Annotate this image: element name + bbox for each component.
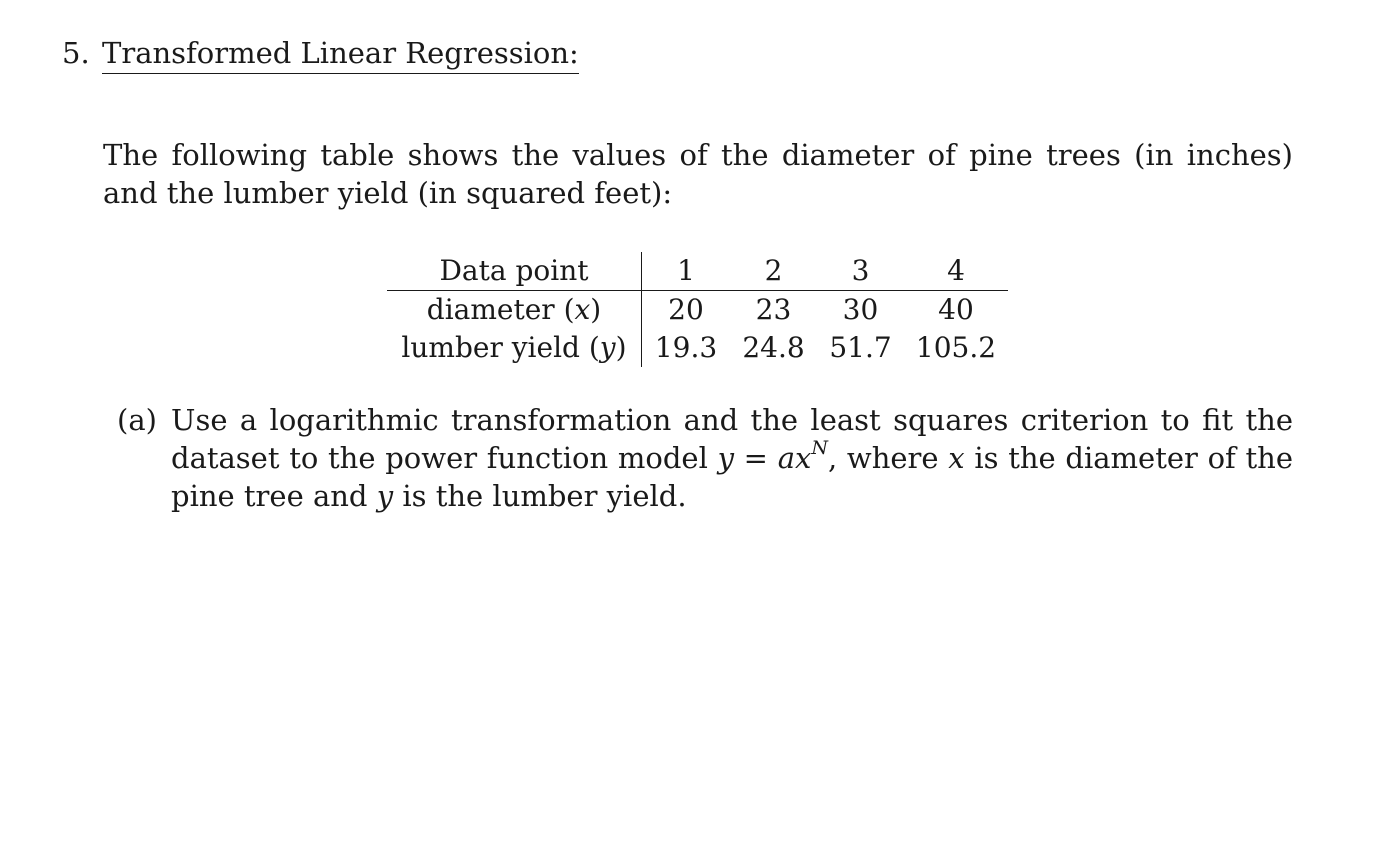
table-header-row: [387, 252, 1008, 291]
yield-cell: 105.2: [915, 331, 997, 364]
part-a-text-end: is the lumber yield.: [393, 479, 687, 513]
part-a-text-mid: , where: [827, 441, 949, 475]
table-header-cell: 3: [817, 252, 904, 291]
yield-cell: 24.8: [742, 331, 805, 364]
var-x: x: [948, 441, 965, 475]
yield-row-label: [387, 329, 642, 367]
model-rhs: ax: [777, 441, 812, 475]
diameter-row-label: [387, 291, 642, 330]
diameter-cell: 40: [938, 293, 974, 326]
table-header-cell: 4: [904, 252, 1008, 291]
yield-label-text: lumber yield (: [401, 331, 600, 364]
problem-heading: [62, 34, 579, 74]
diameter-cell: 30: [842, 293, 879, 326]
problem-number: 5.: [62, 36, 90, 70]
table-header-cell: 1: [642, 252, 731, 291]
table-header-cell: 2: [730, 252, 817, 291]
model-eq: =: [733, 441, 778, 475]
diameter-label-var: x: [574, 293, 591, 326]
table-row-yield: [387, 329, 1008, 367]
yield-cell: 51.7: [829, 331, 892, 364]
part-a: [117, 401, 1293, 515]
diameter-cell: 23: [755, 293, 792, 326]
part-a-text-mid2: is the diameter of the pine tree and: [171, 441, 1293, 513]
intro-paragraph: The following table shows the values of the diameter of pine trees (in inches) and the lumber yield (in squared feet):: [103, 138, 1293, 210]
diameter-cell: 20: [668, 293, 704, 326]
part-a-text: [171, 401, 1293, 515]
table-row-diameter: [387, 291, 1008, 330]
model-exponent: N: [811, 437, 828, 460]
var-y: y: [376, 479, 394, 513]
table-header-label: Data point: [387, 252, 642, 291]
yield-label-close: ): [615, 331, 627, 364]
data-table: [387, 252, 1008, 367]
yield-cell: 19.3: [654, 331, 718, 364]
part-a-text-before: Use a logarithmic transformation and the least squares criterion to fit the dataset to the power function model: [171, 403, 1293, 475]
part-a-label: (a): [117, 403, 157, 437]
yield-label-var: y: [599, 331, 616, 364]
diameter-label-text: diameter (: [426, 293, 575, 326]
model-lhs: y: [717, 441, 734, 475]
diameter-label-close: ): [590, 293, 602, 326]
problem-title: Transformed Linear Regression:: [102, 34, 579, 74]
